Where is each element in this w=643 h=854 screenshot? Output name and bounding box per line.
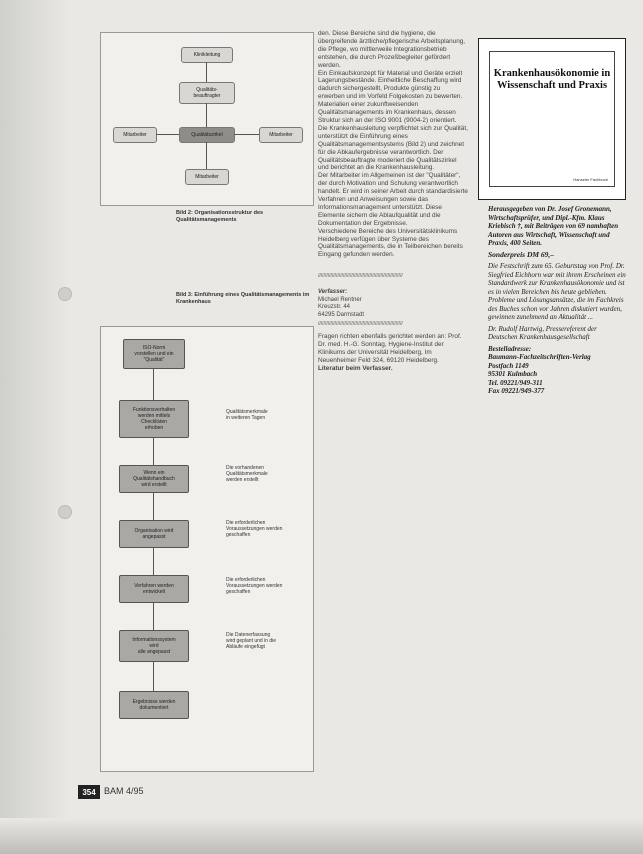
book-cover <box>478 38 626 200</box>
ad-body: Die Festschrift zum 65. Geburtstag von Prof. Dr. Siegfried Eichhorn war mit ihrem Erscheinen ein Standardwerk zur Krankenhausökonomie und ist es in vielen Bereichen bis heute geblieben. Probleme und Lösungsansätze, die im Fachkreis des Buches schon vor Jahren diskutiert wurden, gewinnen zunehmend an Aktualität ... <box>488 262 626 321</box>
flow-step-5: Verfahren werden entwickelt <box>119 575 189 603</box>
page-footer <box>78 785 198 799</box>
flow-step-2: Funktionsverhalten werden mittels Checklisten erhoben <box>119 400 189 438</box>
contact-paragraph: Fragen richten ebenfalls gerichtet werden an: Prof. Dr. med. H.-G. Sonntag, Hygiene-Institut der Klinikums der Universität Heidelberg, Im Neuenheimer Feld 324, 69120 Heidelberg. <box>318 333 462 364</box>
flow-note-2: Die vorhandenen Qualitätsmerkmale werden erstellt <box>226 465 268 483</box>
ad-price: Sonderpreis DM 69,– <box>488 249 555 259</box>
separator-line: ///////////////////////////////////////////////////////////// <box>318 273 403 280</box>
box-mitarbeiter-left: Mitarbeiter <box>113 127 157 143</box>
author-street: Kreuzstr. 44 <box>318 304 351 311</box>
flow-note-4: Die erforderlichen Voraussetzungen werden geschaffen <box>226 577 283 595</box>
order-fax: Fax 09221/949-377 <box>488 387 545 395</box>
paragraph: Verschiedene Bereiche des Universitätsklinikums Heidelberg verfügen über Systeme des Qualitätsmanagements, die in Teilbereichen bereits Eingang gefunden werden. <box>318 227 463 259</box>
order-street: Postfach 1149 <box>488 361 529 370</box>
literature-note: Literatur beim Verfasser. <box>318 364 393 372</box>
punch-hole <box>58 287 72 301</box>
page-shadow-left <box>0 0 70 854</box>
journal-issue: BAM 4/95 <box>104 786 144 796</box>
flow-step-1: ISO-Norm vorstellen und ein "Qualität" <box>123 339 185 369</box>
author-city: 64295 Darmstadt <box>318 311 365 318</box>
author-name: Michael Rentner <box>318 296 362 303</box>
box-qm-beauftragter: Qualitäts- beauftragter <box>179 82 235 104</box>
paragraph: den. Diese Bereiche sind die hygiene, die übergreifende ärztliche/pflegerische Arbeitsplanung, die Pflege, wo mittlerweile Integrationsbetrieb entstehen, die durch Prozeßbegleiter gefördert werden. <box>318 30 466 69</box>
box-mitarbeiter-right: Mitarbeiter <box>259 127 303 143</box>
flow-step-4: Organisation wird angepasst <box>119 520 189 548</box>
author-label: Verfasser: <box>318 289 348 296</box>
page-number: 354 <box>78 785 100 799</box>
paragraph: Der Mitarbeiter im Allgemeinen ist der "Qualitäter", der durch Motivation und Schulung verantwortlich handelt. Er wird in seiner Arbeit durch standardisierte Verfahren und Anweisungen sowie das Informationsmanagement unterstützt. Diese Elemente sichern die Ablaufqualität und die Dokumentation der Ergebnisse. <box>318 172 468 227</box>
page-shadow-bottom <box>0 818 643 854</box>
flow-step-3: Wenn ein Qualitätshandbuch wird erstellt <box>119 465 189 493</box>
separator-line: ///////////////////////////////////////////////////////////// <box>318 321 403 328</box>
order-name: Baumann-Fachzeitschriften-Verlag <box>488 353 591 361</box>
box-mitarbeiter-bottom: Mitarbeiter <box>185 169 229 185</box>
punch-hole <box>58 505 72 519</box>
author-block <box>318 289 468 319</box>
figure1-caption: Bild 2: Organisationsstruktur des Qualitätsmanagements <box>176 210 264 223</box>
order-city: 95301 Kulmbach <box>488 370 538 378</box>
box-klinikleitung: Klinikleitung <box>181 47 233 63</box>
flow-note-3: Die erforderlichen Voraussetzungen werden geschaffen <box>226 520 283 538</box>
paragraph: Ein Einkaufskonzept für Material und Geräte erzielt Lagerungsbestände. Einheitliche Beschaffung wird dadurch sichergestellt, Produkte günstig zu erwerben und im Vorfeld Folgekosten zu bewerten. Materialien einer zukunftweisenden Qualitätsmanagements im Krankenhaus, dessen Struktur sich an der ISO 9001 (9004-2) orientiert. <box>318 69 463 124</box>
order-tel: Tel. 09221/949-311 <box>488 378 543 387</box>
flow-note-5: Die Datenerfassung wird geplant und in die Abläufe eingefügt <box>226 632 277 650</box>
article-column <box>318 30 468 373</box>
ad-editors: Herausgegeben von Dr. Josef Gronemann, Wirtschaftsprüfer, und Dipl.-Kfm. Klaus Kriebisch †, mit Beiträgen von 69 namhaften Autoren aus Wirtschaft, Wissenschaft und Praxis, 400 Seiten. <box>488 205 619 247</box>
box-qualitaetszirkel: Qualitätszirkel <box>179 127 235 143</box>
order-label: Bestelladresse: <box>488 344 532 353</box>
book-publisher: Hanseler Fachbuch <box>573 177 608 182</box>
flow-note-1: Qualitätsmerkmale in weiteren Tagen <box>226 409 268 421</box>
flow-step-7: Ergebnisse werden dokumentiert <box>119 691 189 719</box>
paragraph: Die Krankenhausleitung verpflichtet sich zur Qualität, unterstützt die Einführung eines Qualitätsmanagementsystems (Bild 2) und zeichnet für die Abkaufergebnisse verantwortlich. Der Qualitätsbeauftragte moderiert die Qualitätszirkel und berichtet an die Krankenhausleitung. <box>318 124 468 172</box>
org-structure-diagram <box>100 32 314 206</box>
ad-reviewer: Dr. Rudolf Hartwig, Pressereferent der Deutschen Krankenhausgesellschaft <box>488 324 597 341</box>
book-title: Krankenhausökonomie in Wissenschaft und Praxis <box>493 68 611 91</box>
figure2-caption: Bild 3: Einführung eines Qualitätsmanagements im Krankenhaus <box>176 292 310 305</box>
flow-step-6: Informationssystem wird alle angepasst <box>119 630 189 662</box>
book-advertisement <box>488 205 628 396</box>
qm-introduction-flowchart <box>100 326 314 772</box>
